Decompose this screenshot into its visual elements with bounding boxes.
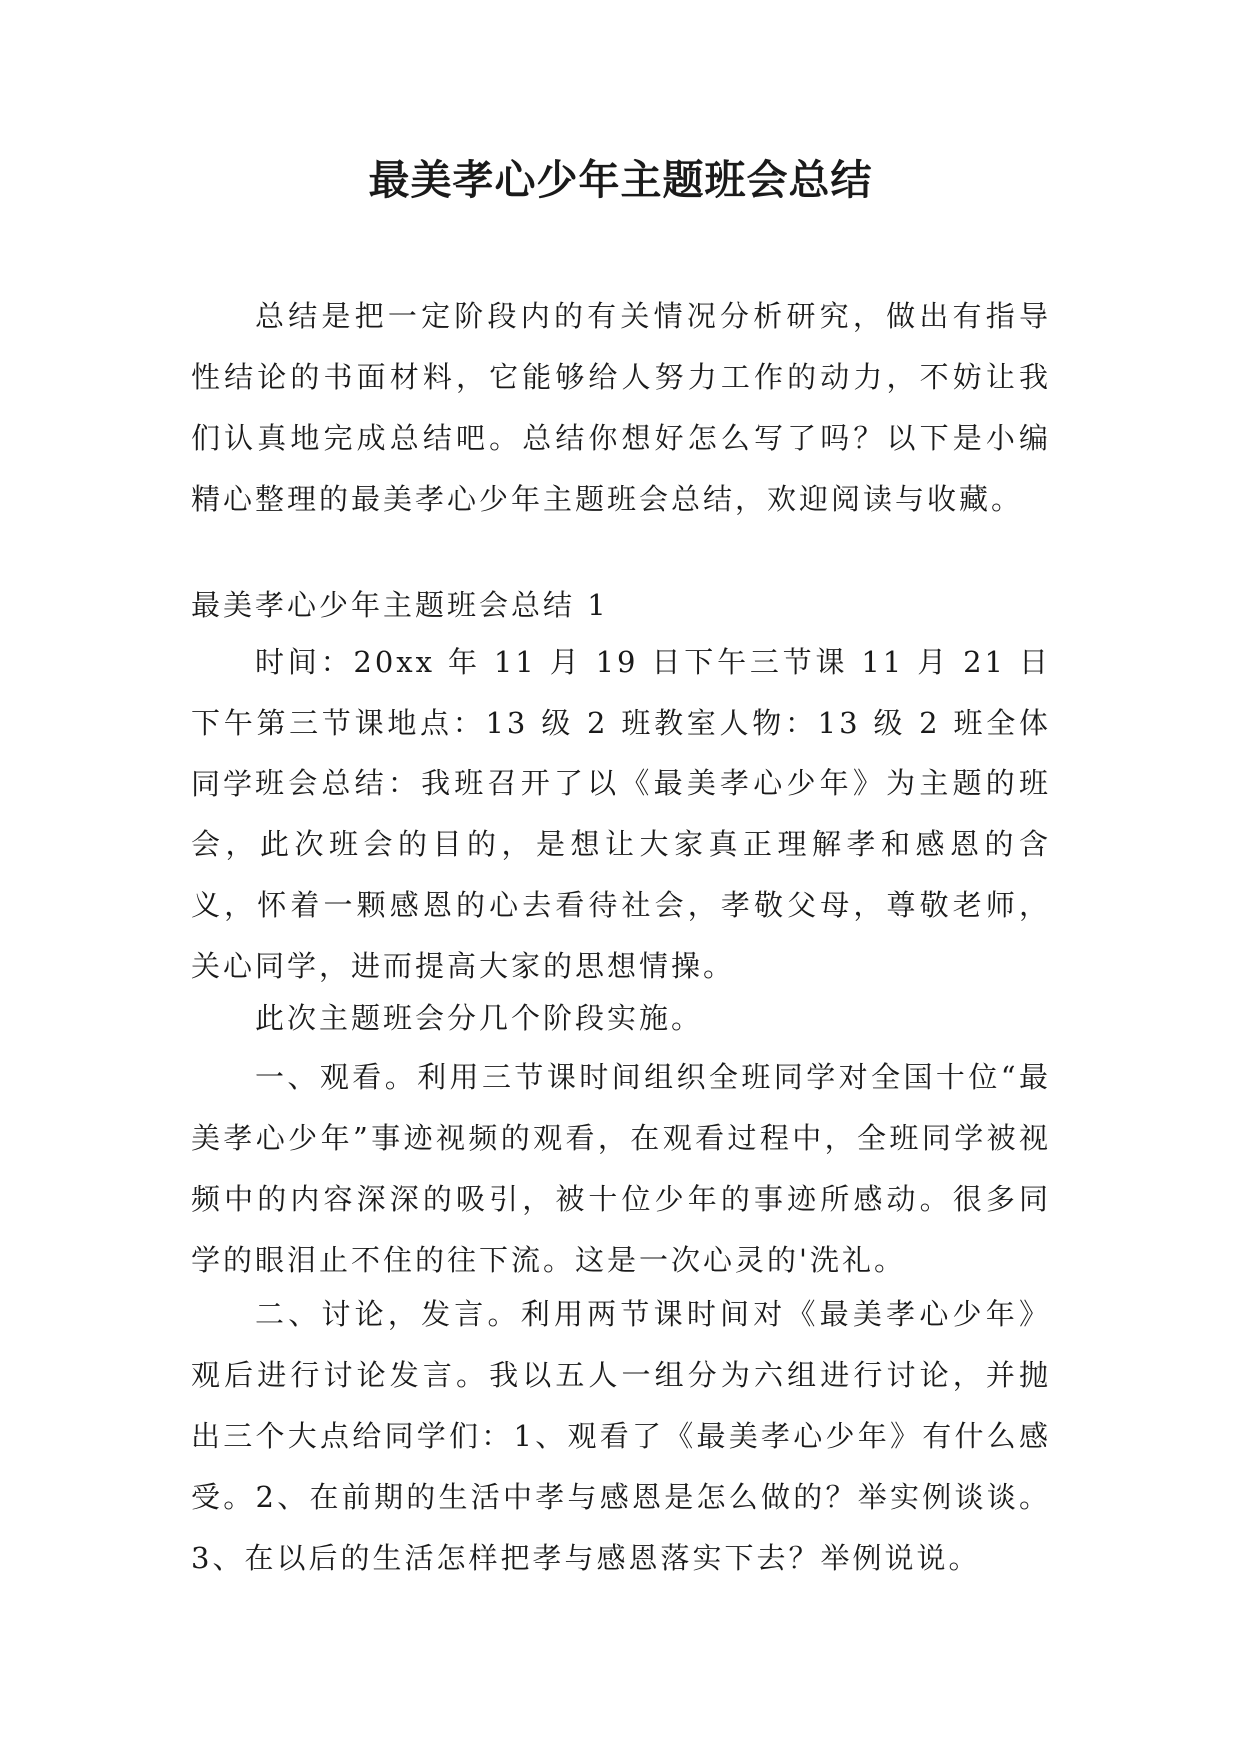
section-heading: 最美孝心少年主题班会总结 1 <box>191 588 609 622</box>
time-place-paragraph: 时间：20xx 年 11 月 19 日下午三节课 11 月 21 日下午第三节课地点：13 级 2 班教室人物：13 级 2 班全体同学 <box>191 645 1051 801</box>
document-title: 最美孝心少年主题班会总结 <box>368 156 873 204</box>
intro-paragraph: 总结是把一定阶段内的有关情况分析研究，做出有指导性结论的书面材料，它能够给人努力工作的动力，不妨让我们认真地完成总结吧。总结你想好怎么写了吗？以下是小编精心整理的最美孝心少年主题班会总结，欢迎阅读与收藏。 <box>191 299 1051 516</box>
summary-paragraph: 班会总结：我班召开了以《最美孝心少年》为主题的班会，此次班会的目的，是想让大家真正理解孝和感恩的含义，怀着一颗感恩的心去看待社会，孝敬父母，尊敬老师，关心同学，进而提高大家的思想情操。 <box>191 766 1051 983</box>
stages-intro-paragraph: 此次主题班会分几个阶段实施。 <box>255 1001 704 1035</box>
stage-one-paragraph: 一、观看。利用三节课时间组织全班同学对全国十位“最美孝心少年”事迹视频的观看，在观看过程中，全班同学被视频中的内容深深的吸引，被十位少年的事迹所感动。很多同学的眼泪止不住的往下流。这是一次心灵的'洗礼。 <box>191 1060 1051 1277</box>
stage-two-paragraph: 二、讨论，发言。利用两节课时间对《最美孝心少年》观后进行讨论发言。我以五人一组分为六组进行讨论，并抛出三个大点给同学们：1、观看了《最美孝心少年》有什么感受。2、在前期的生活中孝与感恩是怎么做的？举实例谈谈。3、在以后的生活怎样把孝与感恩落实下去？举例说说。 <box>191 1297 1051 1575</box>
